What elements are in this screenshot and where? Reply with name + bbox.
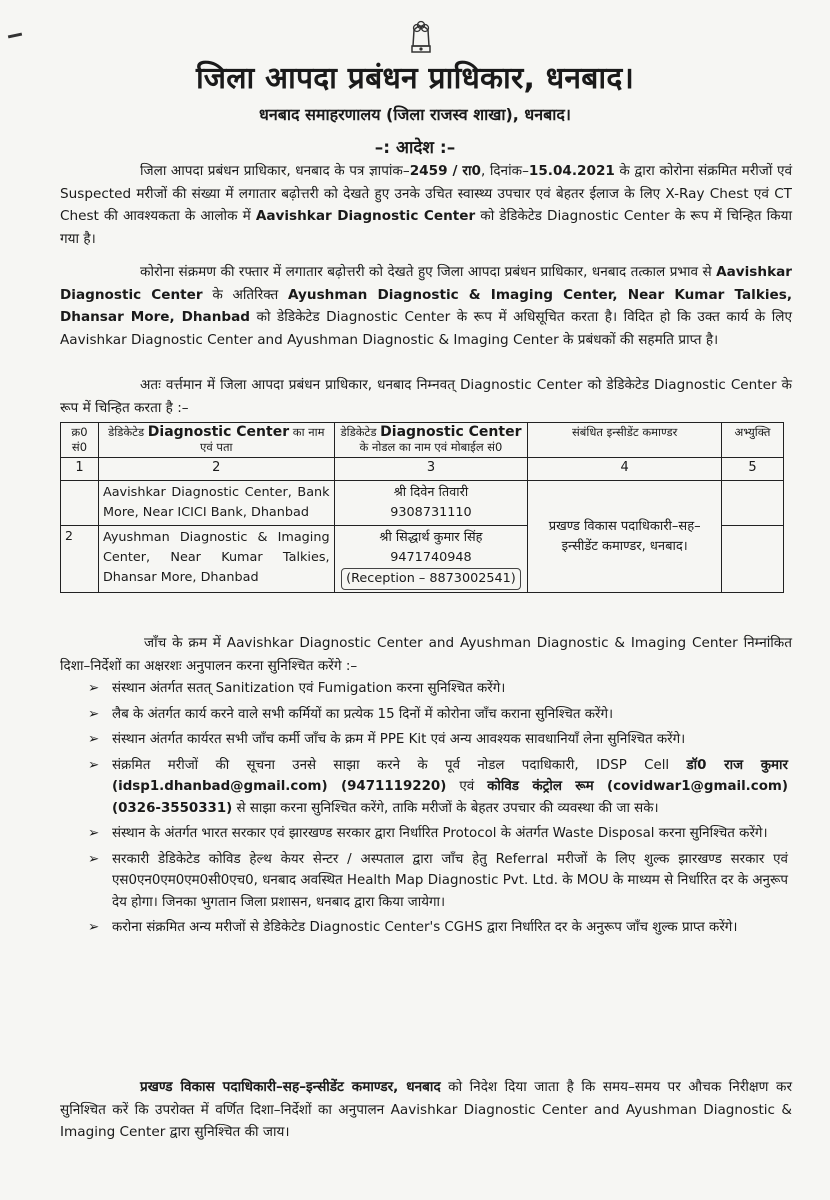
list-item: ➢ संस्थान के अंतर्गत भारत सरकार एवं झारखण्ड सरकार द्वारा निर्धारित Protocol के अंतर्गत Waste Disposal करना सुनिश्चित करेंगे। [88, 823, 788, 845]
para1-text-c: के द्वारा कोरोना संक्रमित मरीजों एवं Suspected मरीजों की संख्या में लगातार बढ़ोत्तरी को देखते हुए उनके उचित स्वास्थ्य उपचार एवं बेहतर ईलाज के लिए X-Ray Chest एवं CT Chest की आवश्यकता के आलोक में [60, 163, 793, 224]
list-item: ➢ संस्थान अंतर्गत सतत् Sanitization एवं Fumigation करना सुनिश्चित करेंगे। [88, 678, 788, 700]
arrow-bullet-icon: ➢ [88, 920, 100, 935]
nodal-contact [334, 481, 528, 526]
column-number: 5 [722, 458, 784, 481]
row-remarks [722, 526, 784, 593]
list-item: ➢ संक्रमित मरीजों की सूचना उनसे साझा करने के पूर्व नोडल पदाधिकारी, IDSP Cell डॉ0 राज कुमार (idsp1.dhanbad@gmail.com) (9471119220) एवं कोविड कंट्रोल रूम (covidwar1@gmail.com) (0326-3550331) से साझा करना सुनिश्चित करेंगे, ताकि मरीजों के बेहतर उपचार की व्यवस्था की जा सके। [88, 755, 788, 820]
corner-mark [8, 33, 22, 39]
para1-text-a: जिला आपदा प्रबंधन प्राधिकार, धनबाद के पत्र ज्ञापांक– [140, 163, 410, 179]
para2-text-a: कोरोना संक्रमण की रफ्तार में लगातार बढ़ोत्तरी को देखते हुए जिला आपदा प्रबंधन प्राधिकार, धनबाद तत्काल प्रभाव से [140, 264, 717, 280]
order-heading: –: आदेश :– [374, 138, 456, 158]
arrow-bullet-icon: ➢ [88, 681, 100, 696]
row-remarks [722, 481, 784, 526]
column-number-row [61, 458, 784, 481]
nodal-phone: 9471740948 [390, 550, 472, 565]
idsp-doctor-contact: डॉ0 राज कुमार (idsp1.dhanbad@gmail.com) (9471119220) [112, 757, 789, 794]
list-item: ➢ संस्थान अंतर्गत कार्यरत सभी जाँच कर्मी जाँच के क्रम में PPE Kit एवं अन्य आवश्यक सावधानियाँ लेना सुनिश्चित करेंगे। [88, 729, 788, 751]
nodal-name: श्री दिवेन तिवारी [393, 485, 469, 500]
directions-intro-text: जाँच के क्रम में Aavishkar Diagnostic Center and Ayushman Diagnostic & Imaging Center निम्नांकित दिशा–निर्देशों का अक्षरशः अनुपालन करना सुनिश्चित करेंगे :– [60, 635, 792, 674]
closing-officer: प्रखण्ड विकास पदाधिकारी–सह–इन्सीडेंट कमाण्डर, धनबाद [140, 1079, 441, 1095]
para2-center-1: Aavishkar Diagnostic Center [60, 264, 792, 303]
header-commander: संबंधित इन्सीडेंट कमाण्डर [528, 423, 722, 458]
para2-text-b: के अतिरिक्त [202, 286, 288, 303]
header-nodal: डेडिकेटेड Diagnostic Center के नोडल का नाम एवं मोबाईल सं0 [334, 423, 528, 458]
column-number: 4 [528, 458, 722, 481]
header-remarks: अभ्युक्ति [722, 423, 784, 458]
incident-commander: प्रखण्ड विकास पदाधिकारी–सह–इन्सीडेंट कमाण्डर, धनबाद। [528, 481, 722, 593]
para1-text-d: को डेडिकेटेड Diagnostic Center के रूप में चिन्हित किया गया है। [60, 208, 792, 247]
list-item: ➢ लैब के अंतर्गत कार्य करने वाले सभी कर्मियों का प्रत्येक 15 दिनों में कोरोना जाँच कराना सुनिश्चित करेंगे। [88, 704, 788, 726]
para2-center-2: Ayushman Diagnostic & Imaging Center, Near Kumar Talkies, Dhansar More, Dhanbad [60, 286, 792, 325]
center-address: Ayushman Diagnostic & Imaging Center, Near Kumar Talkies, Dhansar More, Dhanbad [98, 526, 334, 593]
list-item: ➢ करोना संक्रमित अन्य मरीजों से डेडिकेटेड Diagnostic Center's CGHS द्वारा निर्धारित दर के अनुरूप जाँच शुल्क प्राप्त करेंगे। [88, 917, 788, 939]
header-center-name: डेडिकेटेड Diagnostic Center का नाम एवं पता [98, 423, 334, 458]
reception-phone: (Reception – 8873002541) [341, 568, 521, 590]
column-number: 3 [334, 458, 528, 481]
page-title: जिला आपदा प्रबंधन प्राधिकार, धनबाद। [195, 61, 635, 96]
closing-paragraph [60, 1076, 792, 1144]
para3-text: अतः वर्त्तमान में जिला आपदा प्रबंधन प्राधिकार, धनबाद निम्नवत् Diagnostic Center को डेडिकेटेड Diagnostic Center के रूप में चिन्हित करता है :– [60, 377, 792, 416]
paragraph-3 [60, 374, 792, 419]
column-number: 1 [61, 458, 99, 481]
paragraph-1 [60, 160, 792, 250]
arrow-bullet-icon: ➢ [88, 757, 100, 773]
arrow-bullet-icon: ➢ [88, 732, 100, 747]
list-item: ➢ सरकारी डेडिकेटेड कोविड हेल्थ केयर सेन्टर / अस्पताल द्वारा जाँच हेतु Referral मरीजों के लिए शुल्क झारखण्ड सरकार एवं एस0एन0एम0एम0सी0एच0, धनबाद अवस्थित Health Map Diagnostic Pvt. Ltd. के MOU के माध्यम से निर्धारित दर के अनुरूप देय होगा। जिनका भुगतान जिला प्रशासन, धनबाद द्वारा किया जायेगा। [88, 849, 788, 914]
table-header-row [61, 423, 784, 458]
office-subtitle: धनबाद समाहरणालय (जिला राजस्व शाखा), धनबाद। [259, 105, 571, 124]
letter-number: 2459 / रा0 [409, 163, 481, 179]
letter-date: 15.04.2021 [528, 163, 615, 179]
para1-center-name: Aavishkar Diagnostic Center [255, 208, 476, 224]
center-address: Aavishkar Diagnostic Center, Bank More, Near ICICI Bank, Dhanbad [98, 481, 334, 526]
table-row [61, 481, 784, 526]
closing-text: को निदेश दिया जाता है कि समय–समय पर औचक निरीक्षण कर सुनिश्चित करें कि उपरोक्त में वर्णित दिशा–निर्देशों का अनुपालन Aavishkar Diagnostic Center and Ayushman Diagnostic & Imaging Center द्वारा सुनिश्चित की जाय। [60, 1079, 792, 1140]
directions-list [88, 678, 788, 943]
row-serial: 2 [61, 526, 99, 593]
column-number: 2 [98, 458, 334, 481]
paragraph-2 [60, 261, 792, 351]
nodal-name: श्री सिद्धार्थ कुमार सिंह [379, 530, 483, 545]
row-serial [61, 481, 99, 526]
diagnostic-centers-table [60, 422, 784, 593]
para2-text-c: को डेडिकेटेड Diagnostic Center के रूप में अधिसूचित करता है। विदित हो कि उक्त कार्य के लिए Aavishkar Diagnostic Center and Ayushman Diagnostic & Imaging Center के प्रबंधकों की सहमति प्राप्त है। [60, 309, 792, 348]
directions-intro [60, 632, 792, 677]
para1-text-b: , दिनांक– [480, 163, 529, 179]
nodal-contact [334, 526, 528, 593]
state-emblem-icon [404, 16, 438, 56]
control-room-contact: कोविड कंट्रोल रूम (covidwar1@gmail.com) (0326-3550331) [112, 779, 788, 816]
header-serial: क्र0 सं0 [61, 423, 99, 458]
arrow-bullet-icon: ➢ [88, 851, 100, 867]
arrow-bullet-icon: ➢ [88, 826, 100, 841]
arrow-bullet-icon: ➢ [88, 706, 100, 722]
nodal-phone: 9308731110 [390, 505, 472, 520]
